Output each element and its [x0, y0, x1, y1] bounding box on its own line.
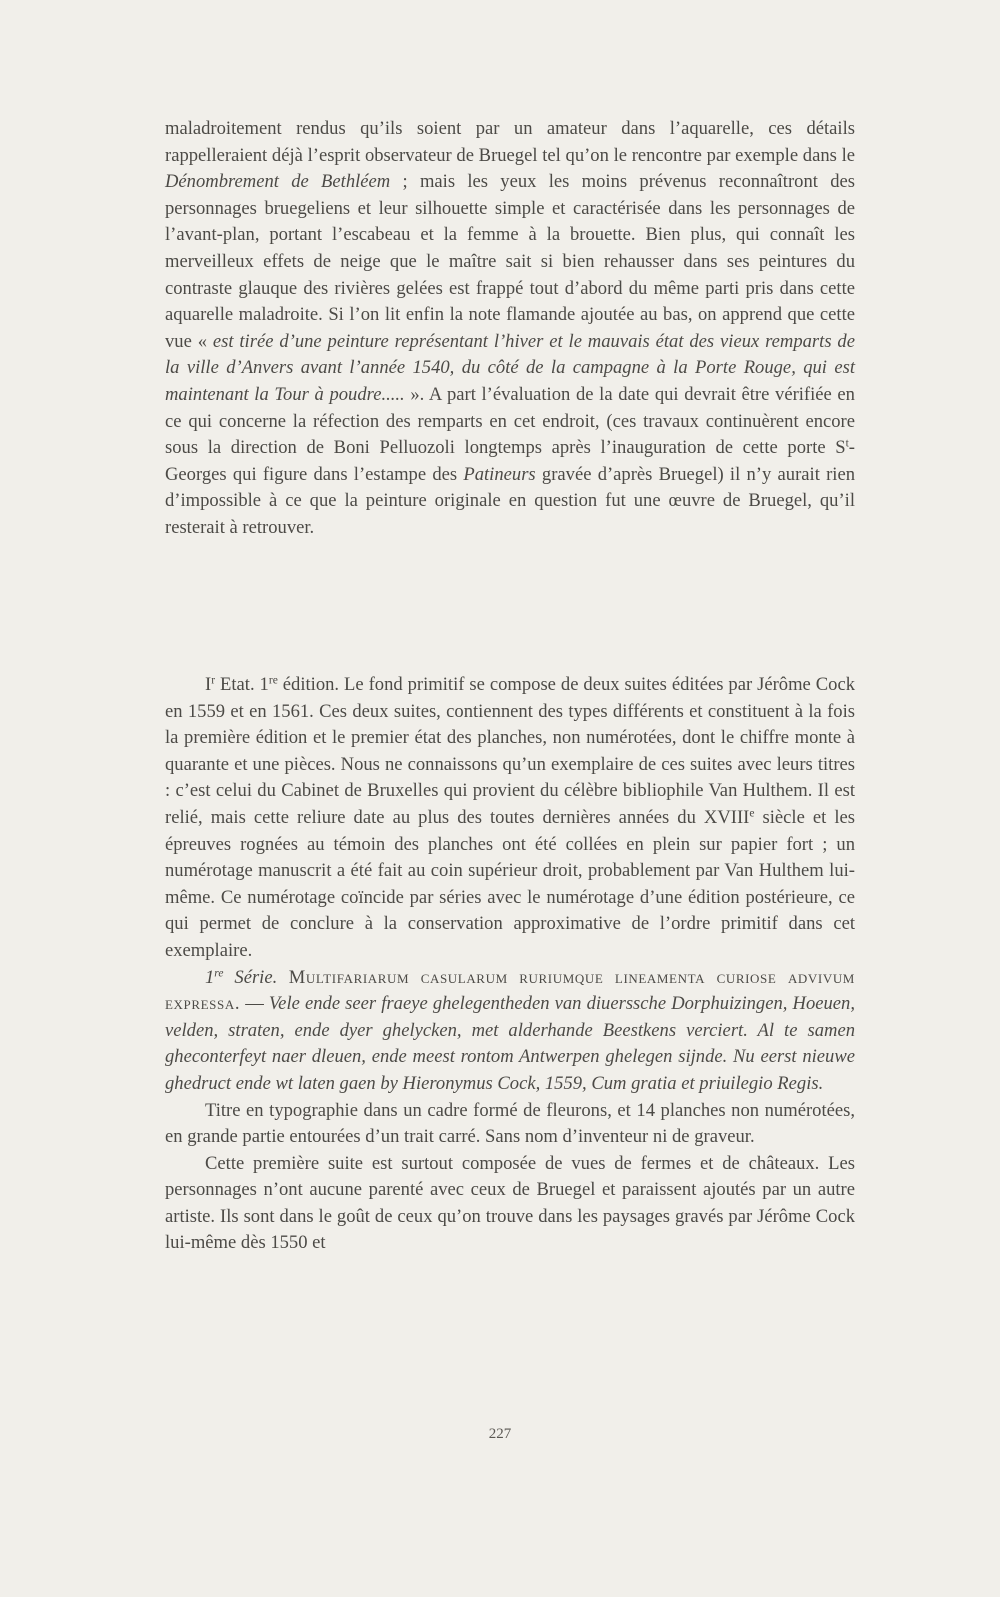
- paragraph-premiere-serie: [165, 965, 855, 1098]
- text-run: Cette première suite est surtout composée de vues de fermes et de châteaux. Les personnages n’ont aucune parenté avec ceux de Bruegel et paraissent ajoutés par un autre artiste. Ils sont dans le goût de ceux qu’on trouve dans les paysages gravés par Jérôme Cock lui-même dès 1550 et: [165, 1152, 855, 1254]
- italic-title-patineurs: Patineurs: [463, 463, 536, 485]
- paragraph-titre-typographie: [165, 1098, 855, 1151]
- text-run: Titre en typographie dans un cadre formé de fleurons, et 14 planches non numérotées, en grande partie entourées d’un trait carré. Sans nom d’inventeur ni de graveur.: [165, 1099, 855, 1148]
- paragraph-premiere-suite: [165, 1151, 855, 1257]
- text-column-top: [165, 116, 855, 542]
- text-run: ; mais les yeux les moins prévenus reconnaîtront des personnages bruegeliens et leur silhouette simple et caractérisée dans les personnages de l’avant-plan, portant l’escabeau et la femme à la brouette. Bien plus, qui connaît les merveilleux effets de neige que le maître sait si bien rehausser dans ses peintures du contraste glauque des rivières gelées est frappé tout d’abord du même parti pris dans cette aquarelle maladroite. Si l’on lit enfin la note flamande ajoutée au bas, on apprend que cette vue «: [165, 171, 855, 352]
- italic-title-denombrement: Dénombrement de Bethléem: [165, 171, 391, 193]
- text-run: siècle et les épreuves rognées au témoin des planches ont été collées en plein sur papier fort ; un numérotage manuscrit a été fait au coin supérieur droit, probablement par Van Hulthem lui-même. Ce numérotage coïncide par séries avec le numérotage d’une édition postérieure, ce qui permet de conclure à la conservation approximative de l’ordre primitif dans cet exemplaire.: [165, 806, 855, 961]
- page-number: 227: [488, 1426, 512, 1442]
- italic-series-label: Série.: [223, 966, 278, 988]
- text-run: Etat. 1: [215, 674, 269, 695]
- italic-quote-note-flamande: est tirée d’une peinture représentant l’hiver et le mauvais état des vieux remparts de la ville d’Anvers avant l’année 1540, du côté de la campagne à la Porte Rouge, qui est maintenant la Tour à poudre.....: [165, 330, 855, 405]
- text-run: gravée d’après Bruegel) il n’y aurait rien d’impossible à ce que la peinture originale en question fut une œuvre de Bruegel, qu’il resterait à retrouver.: [165, 463, 855, 538]
- superscript: r: [211, 674, 216, 687]
- text-run: —: [240, 993, 269, 1015]
- small-caps-latin-title: Multifariarum casularum ruriumque lineamenta curiose advivum expressa.: [165, 966, 855, 1015]
- text-column-bottom: [165, 672, 855, 1257]
- text-run: édition. Le fond primitif se compose de deux suites éditées par Jérôme Cock en 1559 et en 1561. Ces deux suites, contiennent des types différents et constituent à la fois la première édition et le premier état des planches, non numérotées, dont le chiffre monte à quarante et une pièces. Nous ne connaissons qu’un exemplaire de ces suites avec leurs titres : c’est celui du Cabinet de Bruxelles qui provient du célèbre bibliophile Van Hulthem. Il est relié, mais cette reliure date au plus des toutes dernières années du XVIII: [165, 674, 856, 828]
- superscript: e: [749, 807, 755, 820]
- superscript: t: [845, 437, 849, 450]
- text-run: maladroitement rendus qu’ils soient par un amateur dans l’aquarelle, ces détails rappelleraient déjà l’esprit observateur de Bruegel tel qu’on le rencontre par exemple dans le: [165, 118, 855, 166]
- italic-flemish-title: Vele ende seer fraeye ghelegentheden van diuerssche Dorphuizingen, Hoeuen, velden, straten, ende dyer ghelycken, met alderhande Beestkens verciert. Al te samen gheconterfeyt naer dleuen, ende meest rontom Antwerpen ghelegen sijnde. Nu eerst nieuwe ghedruct ende wt laten gaen by Hieronymus Cock, 1559, Cum gratia et priuilegio Regis.: [165, 993, 855, 1094]
- paragraph-premier-etat: [165, 672, 855, 965]
- superscript: re: [214, 967, 224, 980]
- text-run: -Georges qui figure dans l’estampe des: [165, 437, 855, 485]
- text-run: ». A part l’évaluation de la date qui devrait être vérifiée en ce qui concerne la réfection des remparts en cet endroit, (ces travaux continuèrent encore sous la direction de Boni Pelluozoli longtemps après l’inauguration de cette porte S: [165, 383, 855, 459]
- paragraph-aquarelle: [165, 116, 855, 542]
- italic-series-number: 1: [205, 966, 215, 988]
- text-run: I: [205, 674, 212, 695]
- superscript: re: [268, 674, 278, 687]
